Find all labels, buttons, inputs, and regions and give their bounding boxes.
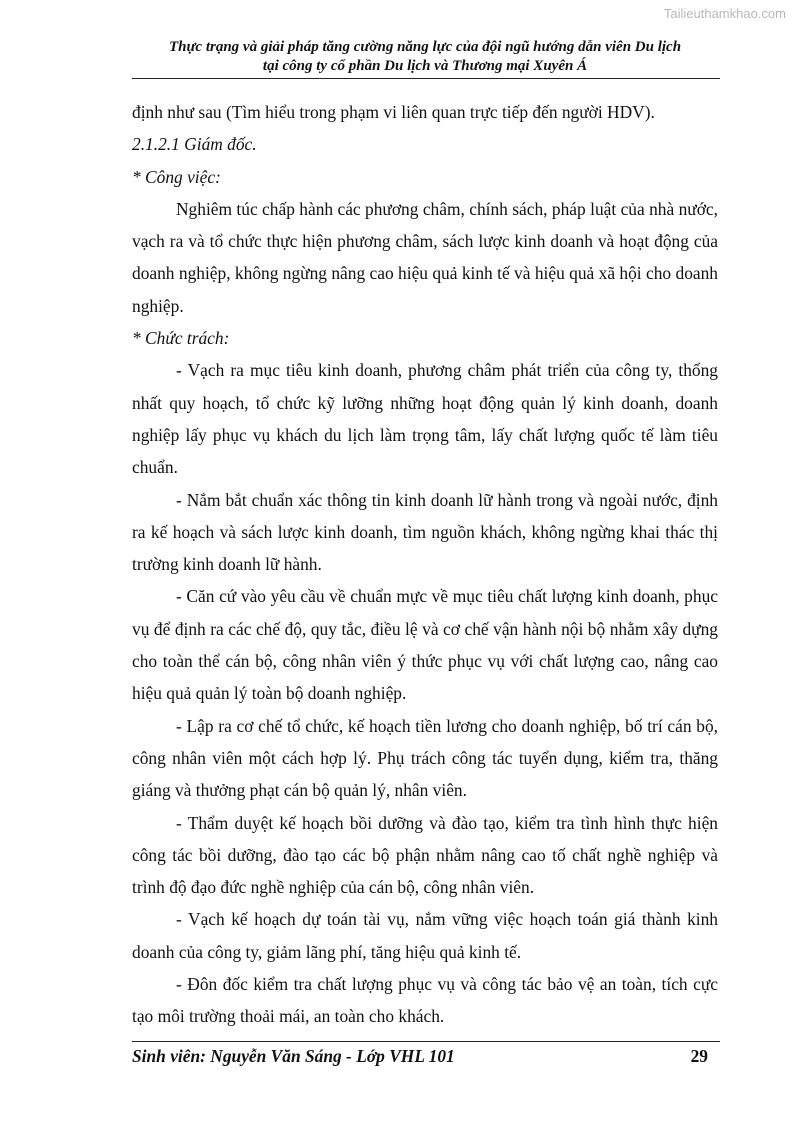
duty-item: - Căn cứ vào yêu cầu về chuẩn mực về mục tiêu chất lượng kinh doanh, phục vụ để định ra các chế độ, quy tắc, điều lệ và cơ chế vận hành nội bộ nhằm xây dựng cho toàn thể cán bộ, công nhân viên ý thức phục vụ với chất lượng cao, nâng cao hiệu quả quản lý toàn bộ doanh nghiệp. (132, 586, 718, 704)
running-header (132, 38, 718, 76)
footer-divider (132, 1041, 720, 1042)
duty-item: - Nắm bắt chuẩn xác thông tin kinh doanh lữ hành trong và ngoài nước, định ra kế hoạch và sách lược kinh doanh, tìm nguồn khách, không ngừng khai thác thị trường kinh doanh lữ hành. (132, 489, 718, 575)
header-divider (132, 78, 720, 79)
chuc-trach-label: * Chức trách: (132, 328, 230, 349)
cong-viec-paragraph: Nghiêm túc chấp hành các phương châm, chính sách, pháp luật của nhà nước, vạch ra và tổ chức thực hiện phương châm, sách lược kinh doanh và hoạt động của doanh nghiệp, không ngừng nâng cao hiệu quả kinh tế và hiệu quả xã hội cho doanh nghiệp. (132, 198, 718, 316)
header-line-2: tại công ty cổ phần Du lịch và Thương mại Xuyên Á (262, 58, 588, 74)
duty-item: - Vạch kế hoạch dự toán tài vụ, nắm vững việc hoạch toán giá thành kinh doanh của công ty, giảm lãng phí, tăng hiệu quả kinh tế. (132, 909, 718, 962)
duty-item: - Lập ra cơ chế tổ chức, kế hoạch tiền lương cho doanh nghiệp, bố trí cán bộ, công nhân viên một cách hợp lý. Phụ trách công tác tuyển dụng, kiểm tra, thăng giáng và thưởng phạt cán bộ quản lý, nhân viên. (132, 715, 718, 801)
page-body (132, 96, 718, 1033)
page-number: 29 (690, 1046, 708, 1066)
section-heading: 2.1.2.1 Giám đốc. (132, 134, 257, 155)
cong-viec-label: * Công việc: (132, 166, 221, 187)
footer-student: Sinh viên: Nguyễn Văn Sáng - Lớp VHL 101 (132, 1046, 455, 1066)
duty-item: - Vạch ra mục tiêu kinh doanh, phương châm phát triển của công ty, thống nhất quy hoạch, tổ chức kỹ lưỡng những hoạt động quản lý kinh doanh, doanh nghiệp lấy phục vụ khách du lịch làm trọng tâm, lấy chất lượng quốc tế làm tiêu chuẩn. (132, 360, 718, 478)
paragraph-continuation: định như sau (Tìm hiểu trong phạm vi liên quan trực tiếp đến người HDV). (132, 102, 655, 122)
duty-item: - Thẩm duyệt kế hoạch bồi dưỡng và đào tạo, kiểm tra tình hình thực hiện công tác bồi dưỡng, đào tạo các bộ phận nhằm nâng cao tố chất nghề nghiệp và trình độ đạo đức nghề nghiệp của cán bộ, công nhân viên. (132, 812, 718, 898)
duty-item: - Đôn đốc kiểm tra chất lượng phục vụ và công tác bảo vệ an toàn, tích cực tạo môi trường thoải mái, an toàn cho khách. (132, 974, 718, 1027)
watermark-text: Tailieuthamkhao.com (663, 6, 786, 21)
header-line-1: Thực trạng và giải pháp tăng cường năng lực của đội ngũ hướng dẫn viên Du lịch (168, 39, 682, 55)
